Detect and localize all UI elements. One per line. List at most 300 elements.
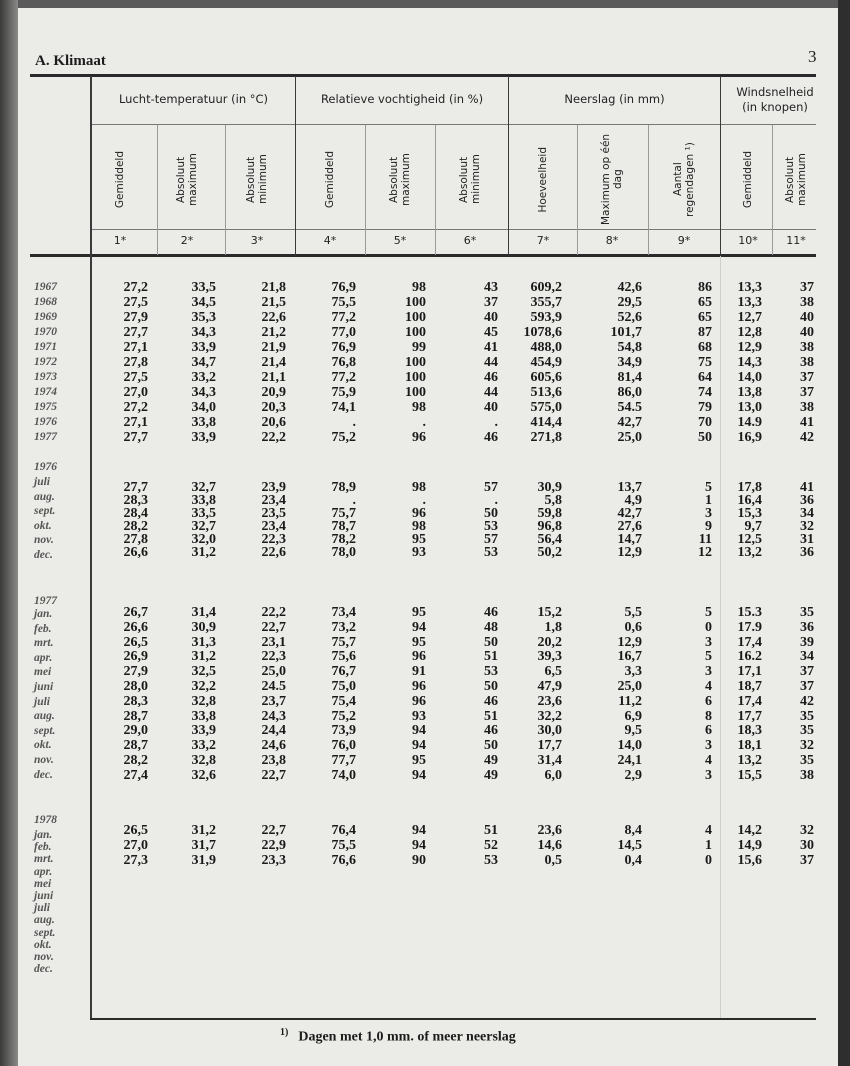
table-cell: 11 [698,532,712,547]
page-edge [838,0,850,1066]
table-cell: 73,2 [331,619,356,635]
table-cell: 38 [800,767,814,783]
table-cell: 0 [705,853,712,868]
table-cell: 56,4 [537,532,562,547]
table-cell: 100 [405,385,426,400]
table-cell: 50 [484,738,498,754]
column-header [766,132,826,227]
column-header-label: Gemiddeld [742,150,754,209]
table-cell: 20,2 [537,634,562,650]
table-cell: . [494,415,498,430]
table-cell: 27,9 [123,664,148,680]
table-cell: 28,2 [123,753,148,768]
row-label: 1976 [34,416,57,428]
table-cell: 18,7 [737,679,762,694]
table-cell: 46 [484,723,498,739]
table-cell: 27,0 [123,838,148,853]
table-cell: 14,5 [617,838,642,853]
row-label: dec. [34,548,53,561]
table-cell: 76,7 [331,664,356,680]
table-cell: 39 [800,634,814,650]
row-label: 1971 [34,341,57,353]
table-cell: 3 [705,506,712,521]
table-cell: 36 [800,545,814,560]
table-cell: 50 [698,430,712,445]
row-label: 1973 [34,371,57,383]
table-cell: 24,6 [261,738,286,754]
table-cell: 3 [705,767,712,783]
group-header-humidity: Relatieve vochtigheid (in %) [320,92,484,106]
table-cell: 28,7 [123,708,148,724]
table-cell: 24,3 [261,708,286,724]
table-cell: 32 [800,519,814,534]
table-cell: 65 [698,295,712,310]
table-cell: 35 [800,605,814,620]
column-number: 5* [393,234,407,247]
row-label: 1972 [34,356,57,368]
table-cell: 37 [484,295,498,310]
table-cell: 94 [412,767,426,783]
column-header [440,132,500,227]
table-cell: 17,4 [737,634,762,650]
table-cell: 27,1 [123,340,148,355]
table-cell: 32,8 [191,693,216,709]
table-cell: 1,8 [544,619,562,635]
table-cell: 95 [412,532,426,547]
row-label: okt. [34,519,52,532]
table-cell: 22,7 [261,767,286,783]
table-cell: 23,3 [261,853,286,868]
table-cell: 23,7 [261,693,286,709]
table-cell: 0,5 [544,853,562,868]
table-cell: 31 [800,532,814,547]
table-cell: 26,5 [123,823,148,838]
table-cell: 28,7 [123,738,148,754]
row-label: mei [34,666,52,679]
table-cell: 96 [412,430,426,445]
table-cell: 22,6 [261,310,286,325]
table-cell: 23,4 [261,493,286,508]
table-cell: . [422,493,426,508]
table-cell: 17,4 [737,693,762,709]
row-label: feb. [34,622,52,635]
row-label: okt. [34,938,52,951]
table-cell: 76,8 [331,355,356,370]
table-cell: 33,9 [191,430,216,445]
table-cell: 14,0 [617,738,642,754]
table-cell: 27,9 [123,310,148,325]
table-cell: 43 [484,280,498,295]
table-cell: . [422,415,426,430]
table-cell: 13,2 [737,753,762,768]
table-cell: 3 [705,664,712,680]
table-cell: 609,2 [530,280,562,295]
table-cell: 94 [412,619,426,635]
table-cell: 21,8 [261,280,286,295]
row-label: aug. [34,710,55,723]
table-cell: 11,2 [618,693,642,709]
table-cell: 21,5 [261,295,286,310]
table-cell: 25,0 [617,430,642,445]
table-cell: 90 [412,853,426,868]
table-cell: 38 [800,400,814,415]
column-number: 6* [463,234,477,247]
table-cell: 21,1 [261,370,286,385]
table-cell: 12,9 [617,634,642,650]
column-number: 10* [738,234,758,247]
table-cell: 96,8 [537,519,562,534]
page-number: 3 [808,47,817,66]
table-cell: 98 [412,519,426,534]
table-cell: 37 [800,664,814,680]
table-cell: 17,1 [737,664,762,680]
table-cell: 35 [800,753,814,768]
table-cell: 488,0 [530,340,562,355]
table-cell: 12,5 [737,532,762,547]
table-cell: 37 [800,385,814,400]
table-cell: 59,8 [537,506,562,521]
table-cell: 77,2 [331,310,356,325]
book-spine [0,0,18,1066]
table-cell: 76,0 [331,738,356,754]
column-header [157,132,217,227]
table-cell: 32,7 [191,519,216,534]
column-header-label: Absoluut minimum [245,154,269,205]
table-cell: 41 [484,340,498,355]
table-cell: 42,6 [617,280,642,295]
col-divider [225,125,226,255]
table-cell: 31,4 [191,605,216,620]
table-cell: 53 [484,545,498,560]
table-cell: 12,9 [617,545,642,560]
table-cell: 76,9 [331,340,356,355]
table-cell: 24,1 [617,753,642,768]
table-cell: 22,9 [261,838,286,853]
table-cell: 6,9 [624,708,642,724]
table-cell: 33,2 [191,738,216,754]
table-cell: 27,6 [617,519,642,534]
column-header [227,132,287,227]
column-header [90,132,150,227]
table-cell: . [352,415,356,430]
table-cell: 73,9 [331,723,356,739]
table-cell: 23,6 [537,693,562,709]
table-cell: 96 [412,649,426,665]
table-cell: 87 [698,325,712,340]
table-cell: 86 [698,280,712,295]
table-cell: 78,0 [331,545,356,560]
table-cell: 35 [800,708,814,724]
table-cell: 50 [484,506,498,521]
table-cell: 22,3 [261,649,286,665]
table-cell: 4,9 [624,493,642,508]
table-cell: 5 [705,649,712,665]
table-cell: 51 [484,708,498,724]
table-cell: 4 [705,823,712,838]
row-label: sept. [34,505,56,517]
row-label: okt. [34,739,52,752]
table-cell: 13,7 [617,480,642,495]
table-cell: 5 [705,605,712,620]
row-label: apr. [34,651,53,664]
table-cell: 1 [705,838,712,853]
table-cell: 32 [800,823,814,838]
table-cell: 73,4 [331,605,356,620]
table-cell: 46 [484,605,498,620]
group-rule [92,124,816,125]
table-cell: 1 [705,493,712,508]
table-cell: 75,2 [331,708,356,724]
header-bottom-rule [30,254,816,257]
table-cell: 31,2 [191,545,216,560]
footnote-marker: 1) [280,1027,289,1038]
table-cell: 32,8 [191,753,216,768]
table-cell: 41 [800,480,814,495]
table-cell: 22,3 [261,532,286,547]
table-cell: 27,1 [123,415,148,430]
table-cell: 42,7 [617,506,642,521]
table-cell: 78,7 [331,519,356,534]
row-label: sept. [34,724,56,737]
table-cell: 96 [412,679,426,694]
table-cell: 34 [800,649,814,665]
table-cell: 26,9 [123,649,148,665]
column-header-label: Absoluut maximum [784,153,808,206]
table-cell: 93 [412,545,426,560]
table-cell: 17,8 [737,480,762,495]
table-cell: 54,8 [617,340,642,355]
table-cell: 78,9 [331,480,356,495]
row-label: mei [34,877,52,890]
col-divider [435,125,436,255]
table-cell: 32,5 [191,664,216,680]
table-cell: 30,9 [537,480,562,495]
table-cell: 16,7 [617,649,642,665]
table-cell: 1078,6 [523,325,562,340]
table-cell: 22,2 [261,605,286,620]
table-cell: 13,8 [737,385,762,400]
row-label: nov. [34,951,54,963]
row-label: dec. [34,768,53,781]
table-cell: 94 [412,838,426,853]
table-cell: 34,0 [191,400,216,415]
table-cell: 18,1 [737,738,762,754]
table-cell: 23,1 [261,634,286,650]
row-label: 1977 [34,431,57,443]
row-label: jan. [34,829,53,841]
table-cell: 77,0 [331,325,356,340]
table-cell: 414,4 [530,415,562,430]
table-cell: 53 [484,664,498,680]
table-cell: 29,5 [617,295,642,310]
table-cell: 65 [698,310,712,325]
column-header [654,132,714,227]
table-cell: 93 [412,708,426,724]
row-label: 1968 [34,296,57,308]
table-cell: 31,4 [537,753,562,768]
table-cell: 98 [412,400,426,415]
table-cell: 8 [705,708,712,724]
row-label: aug. [34,914,55,927]
row-label: 1970 [34,326,57,338]
column-number: 4* [323,234,337,247]
table-cell: 32 [800,738,814,754]
column-header-label: Aantal regendagen ¹) [672,142,696,217]
subhead-rule [92,229,816,230]
table-cell: 14,7 [617,532,642,547]
table-cell: 21,9 [261,340,286,355]
table-cell: 9,7 [744,519,762,534]
table-cell: 25,0 [261,664,286,680]
table-cell: 42,7 [617,415,642,430]
table-cell: 27,5 [123,370,148,385]
table-cell: 6 [705,723,712,739]
table-cell: 33,2 [191,370,216,385]
table-cell: 28,3 [123,693,148,709]
table-cell: 15,2 [537,605,562,620]
column-header [582,132,642,227]
column-header [370,132,430,227]
table-cell: 77,2 [331,370,356,385]
table-cell: 32,0 [191,532,216,547]
table-cell: 16,4 [737,493,762,508]
table-cell: 33,8 [191,708,216,724]
table-cell: 3,3 [624,664,642,680]
table-cell: 14,6 [537,838,562,853]
table-cell: 99 [412,340,426,355]
table-cell: 54.5 [617,400,642,415]
table-cell: 37 [800,679,814,694]
table-cell: 12,7 [737,310,762,325]
row-label: nov. [34,534,54,546]
table-cell: . [494,493,498,508]
table-cell: 52 [484,838,498,853]
table-cell: 42 [800,693,814,709]
row-label: jan. [34,608,53,620]
table-cell: 53 [484,519,498,534]
table-cell: 18,3 [737,723,762,739]
table-cell: 27,8 [123,532,148,547]
table-cell: 12 [698,545,712,560]
table-cell: 27,2 [123,280,148,295]
column-number: 2* [180,234,194,247]
table-cell: 76,9 [331,280,356,295]
table-cell: 50 [484,634,498,650]
table-cell: 74 [698,385,712,400]
table-cell: 57 [484,480,498,495]
table-cell: 26,6 [123,545,148,560]
table-cell: 94 [412,723,426,739]
table-cell: 14,2 [737,823,762,838]
table-cell: 32,2 [537,708,562,724]
table-cell: 31,2 [191,823,216,838]
table-cell: 39,3 [537,649,562,665]
table-cell: 20,3 [261,400,286,415]
table-cell: 9 [705,519,712,534]
column-number: 11* [786,234,806,247]
table-cell: 32,7 [191,480,216,495]
table-cell: 28,0 [123,679,148,694]
table-cell: 30,0 [537,723,562,739]
table-cell: 94 [412,823,426,838]
table-cell: 47,9 [537,679,562,694]
column-header [300,132,360,227]
row-label: mrt. [34,853,54,866]
table-cell: 27,4 [123,767,148,783]
table-cell: 26,5 [123,634,148,650]
table-cell: 38 [800,295,814,310]
column-number: 9* [677,234,691,247]
col-divider [577,125,578,255]
table-cell: 17,7 [537,738,562,754]
table-cell: 513,6 [530,385,562,400]
table-cell: 5 [705,480,712,495]
table-cell: 75,5 [331,295,356,310]
table-cell: 76,6 [331,853,356,868]
group-header-precipitation: Neerslag (in mm) [564,92,665,106]
table-cell: 94 [412,738,426,754]
table-cell: 100 [405,295,426,310]
table-cell: 3 [705,634,712,650]
table-cell: 75,7 [331,634,356,650]
column-header-label: Gemiddeld [324,150,336,209]
table-cell: 20,9 [261,385,286,400]
table-cell: 22,7 [261,823,286,838]
table-cell: 14,9 [737,838,762,853]
table-cell: 16,9 [737,430,762,445]
table-cell: 98 [412,280,426,295]
table-cell: 12,8 [737,325,762,340]
table-cell: 23,9 [261,480,286,495]
table-cell: 75,7 [331,506,356,521]
table-cell: 74,0 [331,767,356,783]
table-cell: 41 [800,415,814,430]
table-cell: 9,5 [624,723,642,739]
table-cell: 51 [484,823,498,838]
table-cell: 29,0 [123,723,148,739]
table-cell: 33,5 [191,506,216,521]
table-cell: 31,7 [191,838,216,853]
table-cell: 6,0 [544,767,562,783]
table-cell: 15,6 [737,853,762,868]
table-cell: 37 [800,370,814,385]
table-cell: 100 [405,310,426,325]
table-cell: 21,2 [261,325,286,340]
row-label: 1974 [34,386,57,398]
section-heading: 1977 [34,595,57,607]
group-header-wind: Windsnelheid (in knopen) [736,85,814,114]
table-cell: 4 [705,753,712,768]
table-cell: 40 [484,400,498,415]
table-cell: 27,5 [123,295,148,310]
table-cell: 95 [412,634,426,650]
col-divider [365,125,366,255]
row-label: 1967 [34,281,57,293]
table-cell: 3 [705,738,712,754]
table-cell: 23,6 [537,823,562,838]
table-cell: 34,5 [191,295,216,310]
table-cell: 52,6 [617,310,642,325]
table-cell: 0 [705,619,712,635]
table-cell: 75,5 [331,838,356,853]
table-cell: 100 [405,325,426,340]
row-label: mrt. [34,637,54,650]
row-label: dec. [34,963,53,976]
table-cell: 27,7 [123,480,148,495]
table-cell: 15,5 [737,767,762,783]
table-cell: 34,3 [191,325,216,340]
table-cell: 53 [484,853,498,868]
